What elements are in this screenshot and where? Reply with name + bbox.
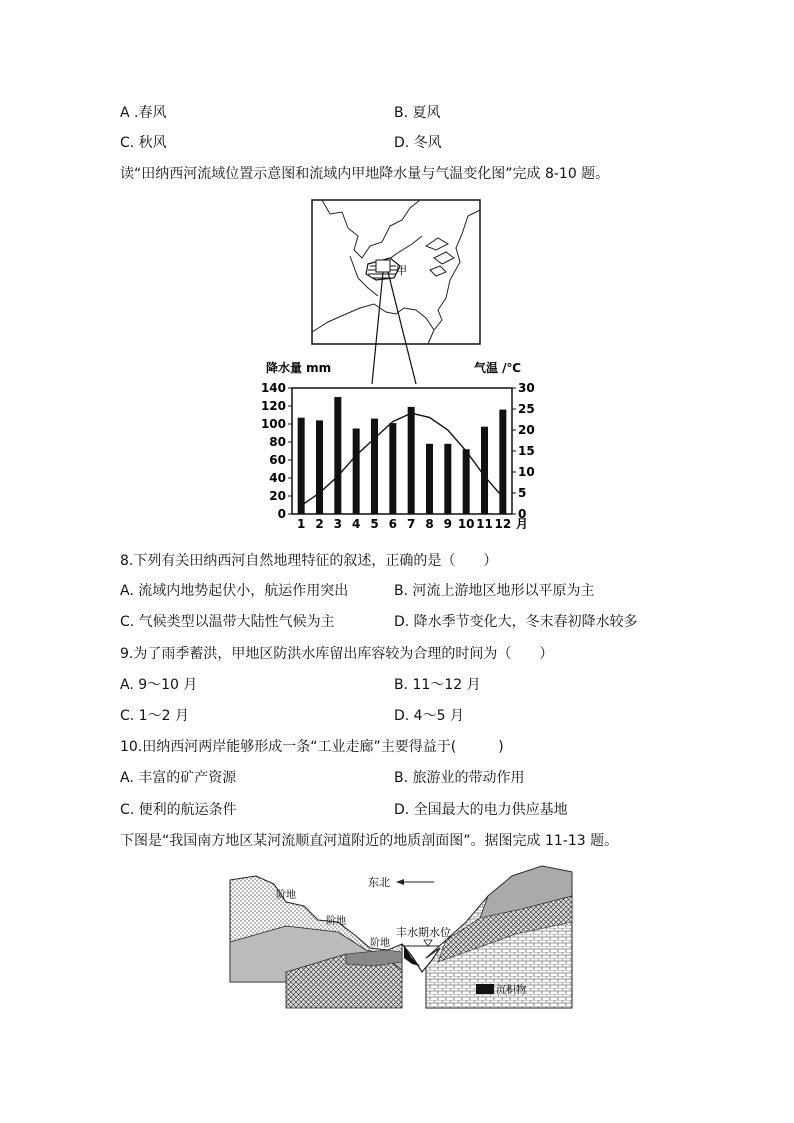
left-tick-label: 20: [269, 489, 286, 503]
q9-option-c: C. 1～2 月: [120, 708, 189, 724]
q10-stem: 10.田纳西河两岸能够形成一条“工业走廊”主要得益于( ): [120, 739, 504, 755]
right-tick-label: 25: [518, 402, 535, 416]
precip-bar: [316, 420, 323, 514]
precip-bar: [353, 429, 360, 515]
terrace-label-1: 阶地: [276, 890, 296, 901]
q8-option-c: C. 气候类型以温带大陆性气候为主: [120, 614, 335, 630]
q10-option-c: C. 便利的航运条件: [120, 802, 237, 818]
y-right-label: 气温 /℃: [474, 361, 522, 375]
left-tick-label: 80: [269, 435, 286, 449]
geologic-section: [226, 862, 574, 1012]
precip-bar: [444, 444, 451, 514]
intro-11-13: 下图是“我国南方地区某河流顺直河道附近的地质剖面图”。据图完成 11-13 题。: [120, 833, 619, 849]
climate-chart: [261, 381, 535, 531]
q9-option-a: A. 9～10 月: [120, 677, 198, 693]
x-tick-label: 3: [333, 517, 343, 531]
q8-option-b: B. 河流上游地区地形以平原为主: [394, 583, 595, 599]
direction-arrowhead: [396, 879, 404, 885]
left-tick-label: 40: [269, 471, 286, 485]
tennessee-figure: [250, 196, 540, 540]
x-tick-label: 5: [370, 517, 379, 531]
flood-level-marker: [424, 940, 432, 946]
precip-bar: [298, 418, 305, 514]
right-tick-label: 5: [518, 486, 527, 500]
x-tick-label: 4: [351, 517, 361, 531]
q8-option-a: A. 流域内地势起伏小，航运作用突出: [120, 583, 349, 599]
left-tick-label: 0: [277, 507, 286, 521]
q10-option-b: B. 旅游业的带动作用: [394, 770, 525, 786]
precip-bar: [389, 423, 396, 514]
q8-stem: 8.下列有关田纳西河自然地理特征的叙述，正确的是（ ）: [120, 553, 498, 569]
q9-option-b: B. 11～12 月: [394, 677, 481, 693]
precip-bar: [499, 410, 506, 514]
q10-option-d: D. 全国最大的电力供应基地: [394, 802, 568, 818]
x-axis-unit: 月: [516, 517, 529, 531]
terrace-label-2: 阶地: [326, 916, 346, 927]
map-jia-box: [376, 260, 390, 272]
x-tick-label: 8: [425, 517, 434, 531]
precip-bar: [463, 449, 470, 514]
precip-bar: [481, 427, 488, 514]
x-tick-label: 12: [494, 517, 512, 531]
right-tick-label: 15: [518, 444, 535, 458]
x-tick-label: 7: [406, 517, 416, 531]
map-label-jia: 甲: [396, 264, 407, 277]
flood-level-label: 丰水期水位: [396, 926, 451, 939]
x-tick-label: 1: [296, 517, 306, 531]
intro-8-10: 读“田纳西河流域位置示意图和流域内甲地降水量与气温变化图”完成 8-10 题。: [120, 166, 610, 182]
left-tick-label: 100: [260, 417, 286, 431]
right-tick-label: 20: [518, 423, 535, 437]
left-tick-label: 60: [269, 453, 286, 467]
x-tick-label: 11: [476, 517, 493, 531]
left-tick-label: 140: [260, 381, 286, 395]
precip-bar: [334, 397, 341, 514]
x-tick-label: 6: [388, 517, 398, 531]
q7-option-c: C. 秋风: [120, 135, 167, 151]
legend-label: 沉积物: [496, 985, 526, 996]
q10-option-a: A. 丰富的矿产资源: [120, 770, 237, 786]
y-left-label: 降水量 mm: [266, 361, 332, 375]
q9-option-d: D. 4～5 月: [394, 708, 464, 724]
q7-option-b: B. 夏风: [394, 105, 441, 121]
precip-bar: [371, 419, 378, 514]
precip-bar: [408, 407, 415, 514]
right-tick-label: 0: [518, 507, 527, 521]
q8-option-d: D. 降水季节变化大，冬末春初降水较多: [394, 614, 638, 630]
legend-swatch: [476, 984, 494, 994]
direction-label: 东北: [368, 876, 390, 889]
q7-option-a: A .春风: [120, 105, 167, 121]
right-tick-label: 10: [518, 465, 535, 479]
right-tick-label: 30: [518, 381, 535, 395]
terrace-label-3: 阶地: [370, 938, 390, 949]
temperature-line: [301, 413, 503, 505]
q7-option-d: D. 冬风: [394, 135, 442, 151]
x-tick-label: 10: [457, 517, 475, 531]
plot-frame: [292, 388, 512, 514]
x-tick-label: 2: [315, 517, 324, 531]
left-tick-label: 120: [260, 399, 286, 413]
q9-stem: 9.为了雨季蓄洪，甲地区防洪水库留出库容较为合理的时间为（ ）: [120, 646, 554, 662]
precip-bar: [426, 444, 433, 514]
x-tick-label: 9: [443, 517, 453, 531]
